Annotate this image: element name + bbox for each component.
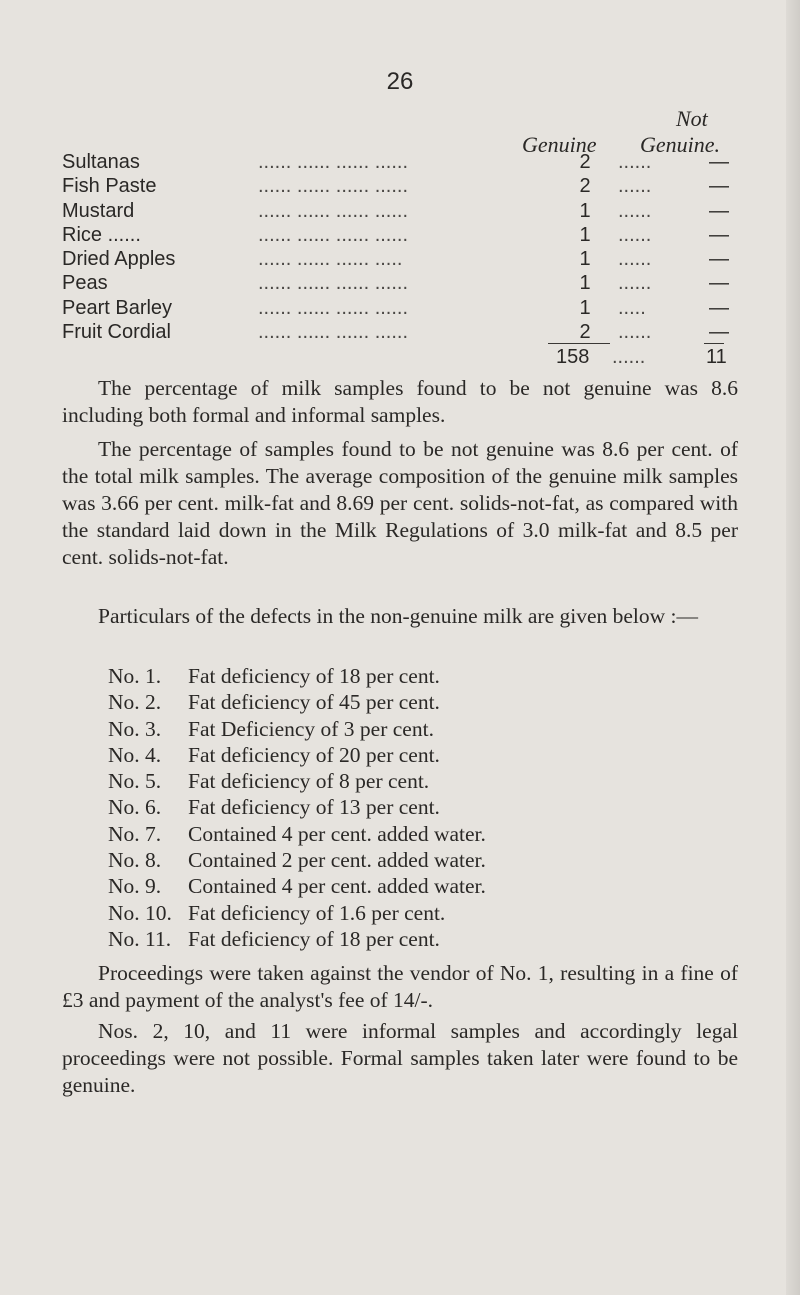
defect-text: Contained 4 per cent. added water. — [188, 821, 486, 846]
row-genuine: 1 — [579, 296, 591, 319]
row-genuine: 2 — [579, 151, 591, 173]
row-name: Rice ...... — [62, 223, 141, 246]
list-item — [108, 690, 708, 716]
row-not-genuine: — — [709, 248, 729, 271]
table-row — [0, 224, 800, 248]
paragraph-average-composition: The percentage of samples found to be not genuine was 8.6 per cent. of the total milk samples. The average composition of the genuine milk samples was 3.66 per cent. milk-fat and 8.69 per cent. solids-not-fat, as compared with the standard laid down in the Milk Regulations of 3.0 milk-fat and 8.5 per cent. solids-not-fat. — [62, 437, 738, 569]
row-leader: ...... ...... ...... ..... — [258, 248, 403, 271]
row-leader: ...... ...... ...... ...... — [258, 272, 409, 295]
table-row — [0, 248, 800, 272]
table-row — [0, 151, 800, 175]
row-leader-2: ...... — [618, 272, 652, 295]
defect-text: Fat deficiency of 18 per cent. — [188, 664, 440, 688]
row-not-genuine: — — [709, 321, 729, 344]
row-name: Mustard — [62, 199, 135, 222]
defect-number: No. 8. — [108, 848, 162, 873]
header-not-genuine: Genuine. — [640, 132, 721, 157]
total-genuine: 158 — [556, 346, 590, 368]
row-leader: ...... ...... ...... ...... — [258, 296, 409, 319]
total-leader: ...... — [612, 346, 646, 368]
total-not-genuine: 11 — [706, 346, 727, 368]
defect-text: Fat deficiency of 8 per cent. — [188, 769, 430, 794]
row-not-genuine: — — [709, 175, 729, 198]
row-leader-2: ..... — [618, 296, 646, 319]
table-row — [0, 200, 800, 224]
defect-text: Fat deficiency of 20 per cent. — [188, 742, 440, 767]
samples-table — [0, 151, 800, 345]
defect-number: No. 3. — [108, 716, 162, 741]
row-leader: ...... ...... ...... ...... — [258, 321, 409, 344]
defect-number: No. 6. — [108, 795, 162, 820]
row-genuine: 2 — [579, 175, 591, 198]
defect-text: Contained 2 per cent. added water. — [188, 848, 486, 873]
list-item — [108, 874, 708, 900]
table-row — [0, 297, 800, 321]
defect-text: Fat deficiency of 13 per cent. — [188, 795, 440, 820]
row-leader: ...... ...... ...... ...... — [258, 151, 409, 173]
header-not: Not — [676, 106, 708, 131]
list-item — [108, 717, 708, 743]
row-leader-2: ...... — [618, 321, 652, 344]
defects-list — [108, 664, 708, 953]
list-item — [108, 664, 708, 690]
paragraph-particulars: Particulars of the defects in the non-genuine milk are given below :— — [98, 604, 699, 628]
row-leader: ...... ...... ...... ...... — [258, 175, 409, 198]
paragraph-informal-samples: Nos. 2, 10, and 11 were informal samples and accordingly legal proceedings were not possible. Formal samples taken later were found to be genuine. — [62, 1019, 738, 1097]
total-rule-not-genuine — [704, 343, 724, 344]
defect-number: No. 10. — [108, 900, 172, 925]
row-leader-2: ...... — [618, 248, 652, 271]
row-genuine: 1 — [579, 199, 591, 222]
row-not-genuine: — — [709, 296, 729, 319]
row-genuine: 2 — [579, 321, 591, 344]
defect-number: No. 5. — [108, 769, 162, 794]
list-item — [108, 795, 708, 821]
row-not-genuine: — — [709, 199, 729, 222]
row-not-genuine: — — [709, 151, 729, 173]
defect-text: Fat deficiency of 18 per cent. — [188, 926, 440, 951]
defect-number: No. 4. — [108, 742, 162, 767]
defect-number: No. 7. — [108, 821, 162, 846]
defect-text: Fat deficiency of 1.6 per cent. — [188, 900, 446, 925]
row-genuine: 1 — [579, 248, 591, 271]
list-item — [108, 901, 708, 927]
list-item — [108, 769, 708, 795]
row-name: Peart Barley — [62, 296, 173, 319]
row-name: Fish Paste — [62, 175, 157, 198]
paragraph-proceedings: Proceedings were taken against the vendor of No. 1, resulting in a fine of £3 and payment of the analyst's fee of 14/-. — [62, 961, 738, 1012]
defect-text: Contained 4 per cent. added water. — [188, 874, 486, 899]
defect-text: Fat deficiency of 45 per cent. — [188, 690, 440, 715]
row-name: Peas — [62, 272, 108, 295]
row-name: Fruit Cordial — [62, 321, 171, 344]
list-item — [108, 743, 708, 769]
row-leader-2: ...... — [618, 175, 652, 198]
defect-text: Fat Deficiency of 3 per cent. — [188, 716, 434, 741]
defect-number: No. 11. — [108, 926, 172, 951]
defect-number: No. 1. — [108, 664, 162, 688]
row-leader: ...... ...... ...... ...... — [258, 199, 409, 222]
row-name: Dried Apples — [62, 248, 176, 271]
table-row — [0, 272, 800, 296]
row-name: Sultanas — [62, 151, 140, 173]
list-item — [108, 848, 708, 874]
row-leader-2: ...... — [618, 199, 652, 222]
row-leader-2: ...... — [618, 223, 652, 246]
list-item — [108, 822, 708, 848]
list-item — [108, 927, 708, 953]
page-number: 26 — [386, 68, 414, 95]
row-not-genuine: — — [709, 223, 729, 246]
paragraph-milk-percentage: The percentage of milk samples found to be not genuine was 8.6 including both formal and informal samples. — [62, 376, 738, 427]
defect-number: No. 9. — [108, 874, 162, 899]
defect-number: No. 2. — [108, 690, 162, 715]
row-genuine: 1 — [579, 223, 591, 246]
row-leader: ...... ...... ...... ...... — [258, 223, 409, 246]
total-rule-genuine — [548, 343, 610, 344]
row-not-genuine: — — [709, 272, 729, 295]
header-genuine: Genuine — [522, 132, 597, 157]
table-row — [0, 175, 800, 199]
row-leader-2: ...... — [618, 151, 652, 173]
table-row — [0, 321, 800, 345]
row-genuine: 1 — [579, 272, 591, 295]
